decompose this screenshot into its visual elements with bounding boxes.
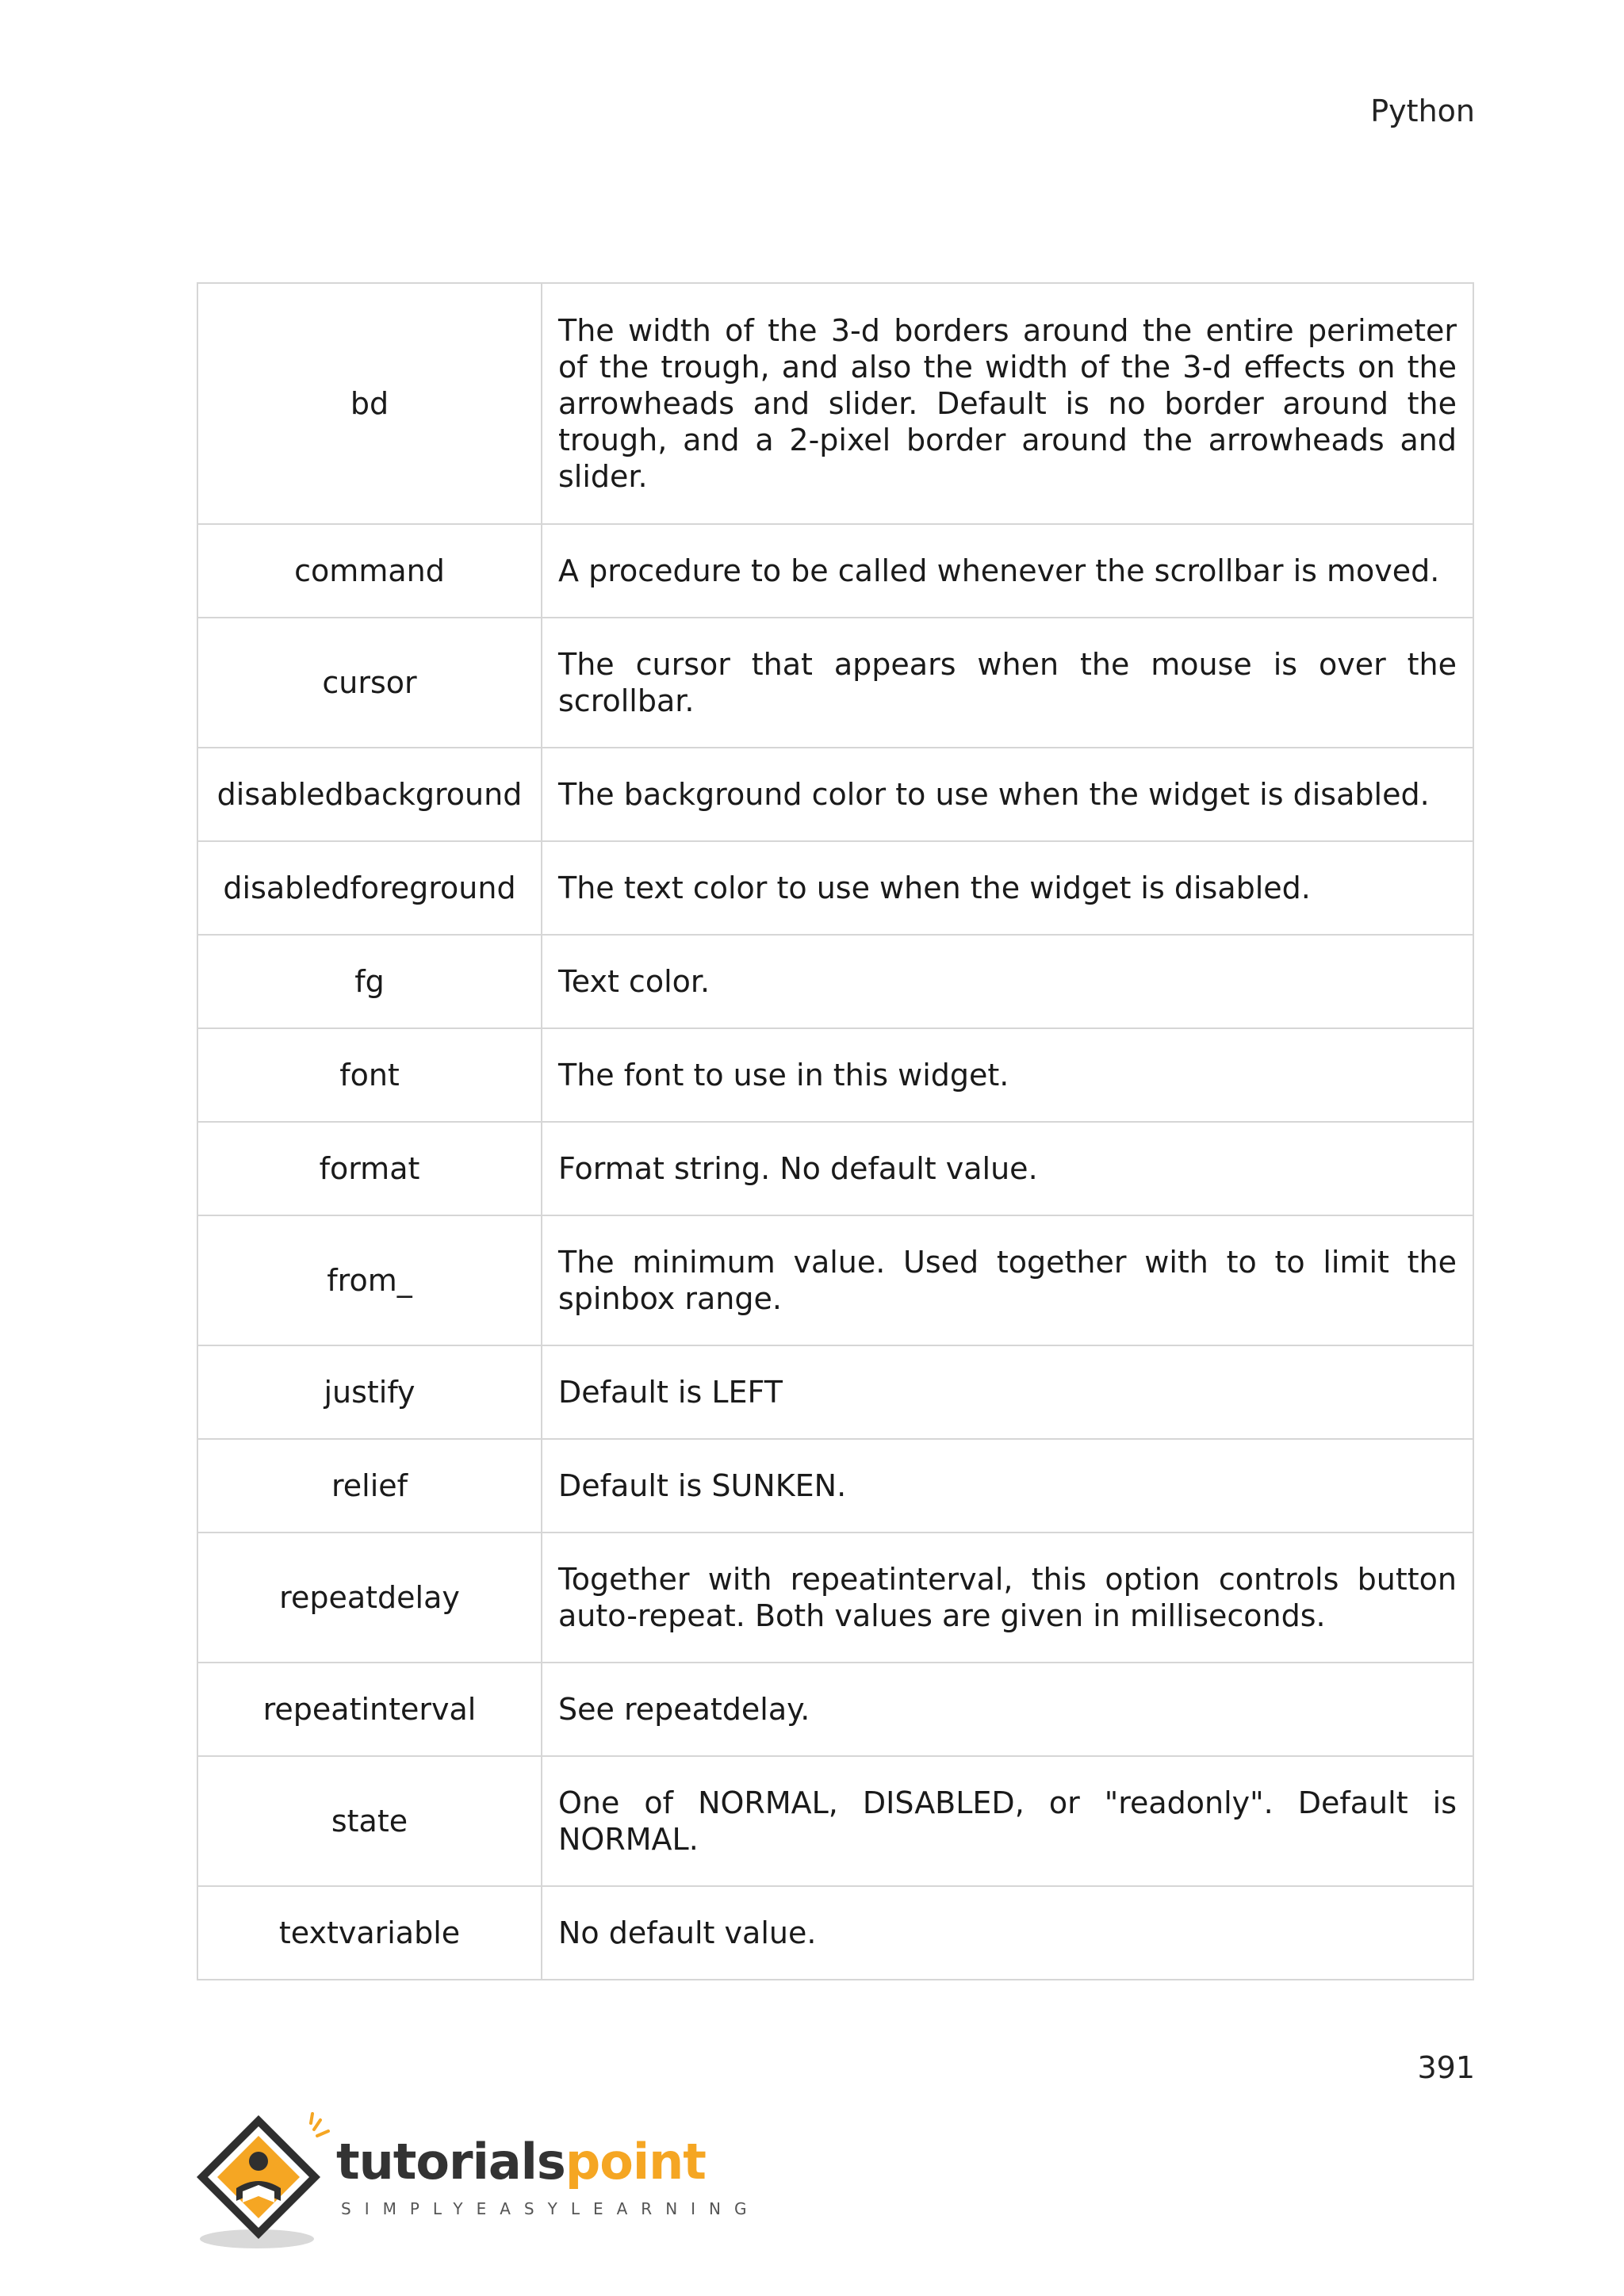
table-row — [197, 1439, 1473, 1533]
table-row — [197, 1663, 1473, 1756]
table-row — [197, 1756, 1473, 1886]
page-header-title: Python — [1370, 94, 1475, 128]
table-row — [197, 1215, 1473, 1345]
option-name: justify — [197, 1345, 542, 1439]
option-description: One of NORMAL, DISABLED, or "readonly". Default is NORMAL. — [542, 1756, 1473, 1886]
option-name: state — [197, 1756, 542, 1886]
table-row — [197, 1028, 1473, 1122]
option-description: Format string. No default value. — [542, 1122, 1473, 1215]
page-number: 391 — [1417, 2050, 1475, 2085]
option-description: Together with repeatinterval, this option controls button auto-repeat. Both values are given in milliseconds. — [542, 1533, 1473, 1663]
table-row — [197, 618, 1473, 748]
option-name: fg — [197, 935, 542, 1028]
option-description: Text color. — [542, 935, 1473, 1028]
table-row — [197, 1533, 1473, 1663]
option-name: format — [197, 1122, 542, 1215]
option-name: bd — [197, 283, 542, 524]
option-description: The font to use in this widget. — [542, 1028, 1473, 1122]
option-description: A procedure to be called whenever the scrollbar is moved. — [542, 524, 1473, 618]
logo-mark-icon — [195, 2112, 336, 2255]
option-description: The minimum value. Used together with to to limit the spinbox range. — [542, 1215, 1473, 1345]
table-row — [197, 1345, 1473, 1439]
option-description: The background color to use when the widget is disabled. — [542, 748, 1473, 841]
option-description: See repeatdelay. — [542, 1663, 1473, 1756]
option-name: cursor — [197, 618, 542, 748]
table-row — [197, 524, 1473, 618]
option-name: relief — [197, 1439, 542, 1533]
table-row — [197, 1122, 1473, 1215]
option-name: disabledbackground — [197, 748, 542, 841]
logo-tagline: SIMPLYEASYLEARNING — [341, 2199, 760, 2218]
option-name: repeatdelay — [197, 1533, 542, 1663]
tutorialspoint-logo — [195, 2112, 760, 2255]
table-row — [197, 1886, 1473, 1980]
option-name: disabledforeground — [197, 841, 542, 935]
option-description: Default is SUNKEN. — [542, 1439, 1473, 1533]
table-row — [197, 748, 1473, 841]
option-name: from_ — [197, 1215, 542, 1345]
option-description: The width of the 3-d borders around the entire perimeter of the trough, and also the width of the 3-d effects on the arrowheads and slider. Default is no border around the trough, and a 2-pixel border around the arrowheads and slider. — [542, 283, 1473, 524]
option-name: command — [197, 524, 542, 618]
option-description: The text color to use when the widget is disabled. — [542, 841, 1473, 935]
option-name: font — [197, 1028, 542, 1122]
options-table — [197, 282, 1474, 1980]
table-row — [197, 935, 1473, 1028]
logo-wordmark: tutorialspoint — [336, 2133, 706, 2191]
option-name: textvariable — [197, 1886, 542, 1980]
option-description: The cursor that appears when the mouse is over the scrollbar. — [542, 618, 1473, 748]
table-row — [197, 283, 1473, 524]
option-description: Default is LEFT — [542, 1345, 1473, 1439]
option-name: repeatinterval — [197, 1663, 542, 1756]
option-description: No default value. — [542, 1886, 1473, 1980]
table-row — [197, 841, 1473, 935]
